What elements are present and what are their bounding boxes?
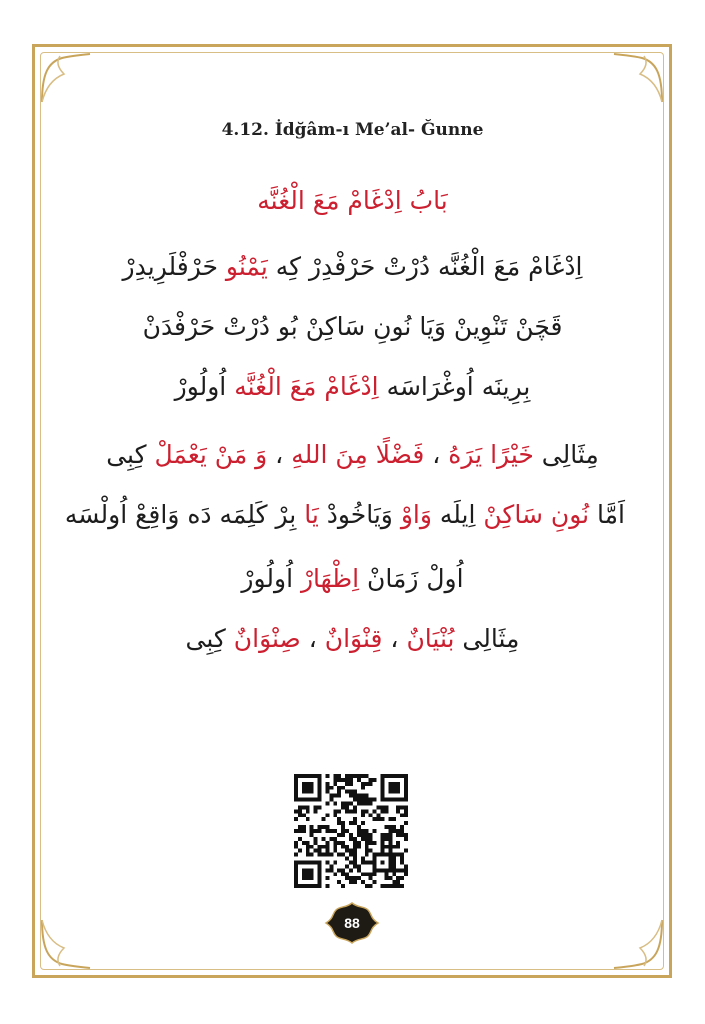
text-segment: اُولُورْ: [241, 564, 301, 593]
arabic-line: [80, 312, 625, 341]
highlighted-term: يَمْنُو: [225, 252, 268, 281]
text-segment: بِرْ كَلِمَه دَه وَاقِعْ اُولْسَه: [64, 500, 305, 529]
arabic-line: [64, 500, 625, 529]
highlighted-term: بُنْيَانٌ: [406, 624, 455, 653]
text-segment: كِبِى: [185, 624, 234, 653]
text-segment: مِثَالِى: [454, 624, 520, 653]
highlighted-term: قِنْوَانٌ: [324, 624, 383, 653]
highlighted-term: صِنْوَانٌ: [233, 624, 301, 653]
highlighted-term: وَ مَنْ يَعْمَلْ: [154, 440, 268, 469]
text-segment: ،: [267, 440, 292, 469]
text-segment: بِرِينَه اُوغْرَاسَه: [378, 372, 531, 401]
highlighted-term: خَيْرًا يَرَهُ: [448, 440, 534, 469]
highlighted-term: اِظْهَارْ: [300, 564, 360, 593]
text-segment: مِثَالِى: [533, 440, 599, 469]
text-segment: اِيلَه: [431, 500, 484, 529]
highlighted-term: فَضْلًا مِنَ اللهِ: [291, 440, 425, 469]
corner-ornament-icon: [40, 52, 92, 104]
text-segment: اُولُورْ: [174, 372, 235, 401]
highlighted-term: يَا: [304, 500, 319, 529]
text-segment: اُولْ زَمَانْ: [359, 564, 464, 593]
text-segment: قَچَنْ تَنْوِينْ وَيَا نُونِ سَاكِنْ بُو دُرْتْ حَرْفْدَنْ: [142, 312, 563, 341]
text-segment: حَرْفْلَرِيدِرْ: [122, 252, 226, 281]
arabic-line: [80, 440, 625, 469]
text-segment: ،: [424, 440, 449, 469]
corner-ornament-icon: [612, 918, 664, 970]
arabic-line: [80, 186, 625, 215]
text-segment: اِدْغَامْ مَعَ الْغُنَّه دُرْتْ حَرْفْدِرْ كِه: [267, 252, 583, 281]
text-segment: ،: [382, 624, 407, 653]
text-segment: اَمَّا: [589, 500, 625, 529]
page-number: 88: [344, 915, 360, 931]
highlighted-term: بَابُ اِدْغَامْ مَعَ الْغُنَّه: [257, 186, 448, 215]
highlighted-term: نُونِ سَاكِنْ: [483, 500, 590, 529]
text-segment: ،: [300, 624, 325, 653]
corner-ornament-icon: [612, 52, 664, 104]
arabic-line: [80, 564, 625, 593]
section-heading: 4.12. İdğâm-ı Me’al- Ğunne: [221, 120, 484, 140]
arabic-line: [80, 372, 625, 401]
arabic-line: [80, 252, 625, 281]
arabic-line: [80, 624, 625, 653]
text-segment: وَيَاخُودْ: [318, 500, 401, 529]
qr-code-icon[interactable]: [294, 774, 408, 888]
highlighted-term: اِدْغَامْ مَعَ الْغُنَّه: [234, 372, 379, 401]
corner-ornament-icon: [40, 918, 92, 970]
highlighted-term: وَاوْ: [400, 500, 432, 529]
text-segment: كِبِى: [106, 440, 155, 469]
